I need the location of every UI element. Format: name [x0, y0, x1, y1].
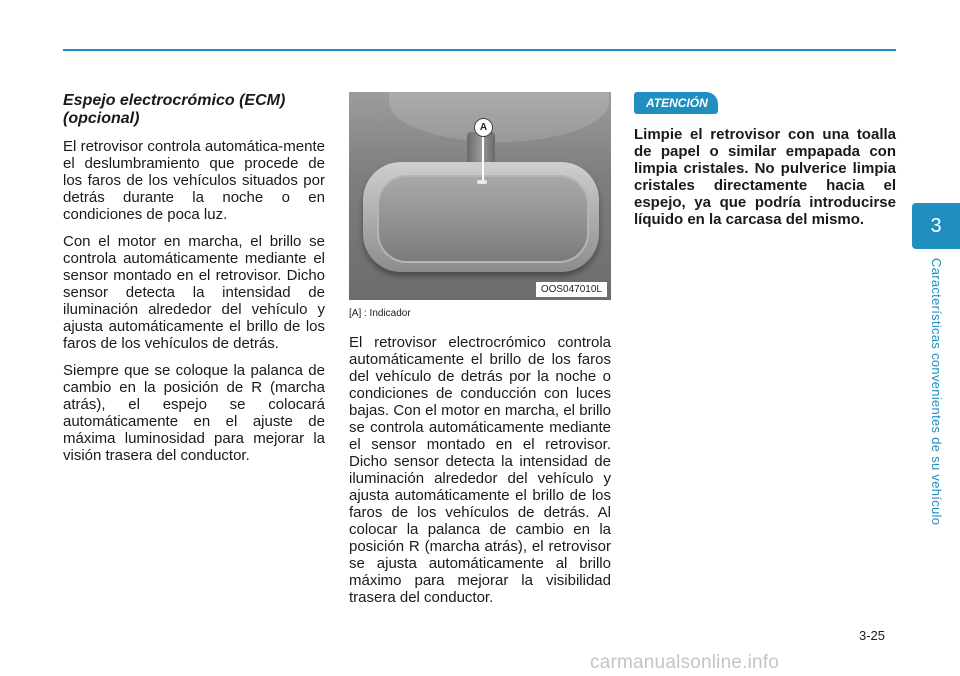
- page-number: 3-25: [859, 628, 886, 643]
- figure-code: OOS047010L: [536, 282, 607, 297]
- watermark: carmanualsonline.info: [590, 652, 780, 673]
- attention-badge: ATENCIÓN: [634, 92, 718, 114]
- headliner-shape: [389, 92, 609, 142]
- paragraph-1: El retrovisor controla automática-mente el deslumbramiento que procede de los faros de los vehículos situados por detrás durante la noche o en condiciones de poca luz.: [63, 138, 325, 223]
- mirror-glass: [377, 175, 589, 263]
- section-title: Espejo electrocrómico (ECM) (opcional): [63, 92, 286, 127]
- callout-leader-line: [482, 136, 484, 182]
- paragraph-2: Con el motor en marcha, el brillo se controla automáticamente mediante el sensor montado en el retrovisor. Dicho sensor detecta la intensidad de iluminación alrededor del vehículo y ajusta automáticamente el brillo de los faros de los vehículos de detrás.: [63, 233, 325, 352]
- indicator-light: [477, 180, 487, 184]
- chapter-side-title: Características convenientes de su vehículo: [929, 258, 944, 526]
- paragraph-3: Siempre que se coloque la palanca de cambio en la posición de R (marcha atrás), el espejo se colocará automáticamente en el ajuste de máxima luminosidad para mejorar la visión trasera del conductor.: [63, 362, 325, 464]
- chapter-tab: 3: [912, 203, 960, 249]
- header-rule: [63, 49, 896, 51]
- figure-description: El retrovisor electrocrómico controla automáticamente el brillo de los faros del vehículo de detrás por la noche o condiciones de conducción con luces bajas. Con el motor en marcha, el brillo se controla automáticamente mediante el sensor montado en el retrovisor. Dicho sensor detecta la intensidad de iluminación alrededor del vehículo y ajusta automáticamente el brillo de los faros de los vehículos de detrás. Al colocar la palanca de cambio en la posición R (marcha atrás), el retrovisor se ajusta automáticamente al brillo máximo para mejorar la visibilidad trasera del conductor.: [349, 334, 611, 606]
- figure-caption: [A] : Indicador: [349, 308, 411, 319]
- mirror-photo: [349, 92, 611, 300]
- attention-text: Limpie el retrovisor con una toalla de papel o similar empapada con limpia cristales. No pulverice limpia cristales directamente hacia el espejo, ya que podría introducirse líquido en la carcasa del mismo.: [634, 126, 896, 228]
- column-left: [63, 92, 325, 474]
- column-right: [634, 92, 896, 228]
- callout-label: A: [474, 118, 493, 137]
- column-middle: [349, 92, 611, 616]
